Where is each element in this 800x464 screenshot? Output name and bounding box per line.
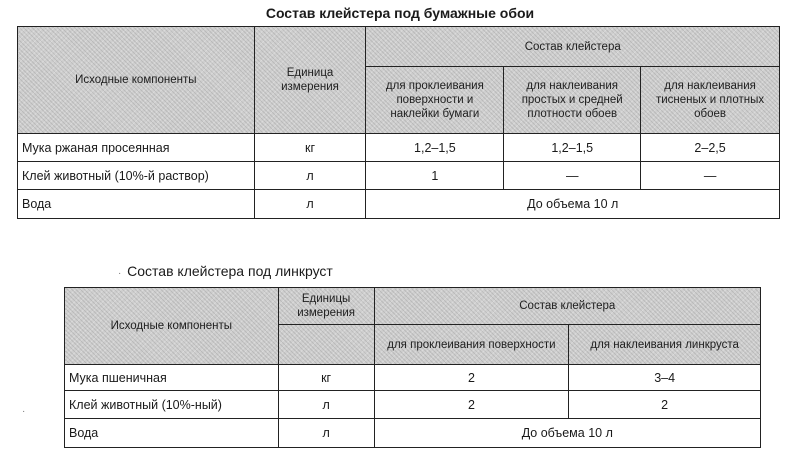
row-unit: л: [278, 419, 374, 448]
lincrusta-paste-table: [64, 287, 761, 448]
row-merged-value: До объема 10 л: [366, 190, 780, 219]
table-row: [65, 365, 761, 391]
row-value: 1: [366, 162, 504, 190]
table1-title: Состав клейстера под бумажные обои: [265, 5, 535, 21]
row-unit: кг: [278, 365, 374, 391]
table-row: [18, 190, 780, 219]
row-name: Вода: [18, 190, 255, 219]
row-value: 1,2–1,5: [366, 134, 504, 162]
subheader-lincrusta: для наклеивания линкруста: [569, 325, 761, 365]
header-unit: Единица измерения: [254, 27, 366, 134]
header-unit: Единицы измерения: [278, 288, 374, 325]
scan-speck: ·: [22, 406, 26, 417]
row-name: Клей животный (10%-ный): [65, 391, 279, 419]
header-components: Исходные компоненты: [65, 288, 279, 365]
table-row: [18, 162, 780, 190]
row-value: 2: [569, 391, 761, 419]
header-components: Исходные компоненты: [18, 27, 255, 134]
subheader-sizing: для проклеивания поверхности: [374, 325, 569, 365]
row-name: Клей животный (10%-й раствор): [18, 162, 255, 190]
header-composition: Состав клейстера: [374, 288, 760, 325]
table-row: [65, 419, 761, 448]
row-value: —: [504, 162, 641, 190]
row-unit: л: [254, 162, 366, 190]
row-value: 2: [374, 365, 569, 391]
row-unit: л: [254, 190, 366, 219]
subheader-simple-medium: для наклеивания простых и средней плотности обоев: [504, 67, 641, 134]
paper-wallpaper-paste-table: [17, 26, 780, 219]
subheader-embossed-dense: для наклеивания тисненых и плотных обоев: [641, 67, 780, 134]
row-value: 3–4: [569, 365, 761, 391]
row-value: —: [641, 162, 780, 190]
row-unit: л: [278, 391, 374, 419]
row-merged-value: До объема 10 л: [374, 419, 760, 448]
row-unit: кг: [254, 134, 366, 162]
subheader-sizing-paper: для проклеивания поверхности и наклейки бумаги: [366, 67, 504, 134]
row-name: Мука пшеничная: [65, 365, 279, 391]
row-name: Вода: [65, 419, 279, 448]
table-row: [18, 134, 780, 162]
row-value: 2: [374, 391, 569, 419]
scan-speck: ·: [118, 268, 122, 279]
table2-title: Состав клейстера под линкруст: [127, 263, 333, 279]
row-name: Мука ржаная просеянная: [18, 134, 255, 162]
row-value: 1,2–1,5: [504, 134, 641, 162]
header-unit-blank: [278, 325, 374, 365]
row-value: 2–2,5: [641, 134, 780, 162]
header-composition: Состав клейстера: [366, 27, 780, 67]
table-row: [65, 391, 761, 419]
